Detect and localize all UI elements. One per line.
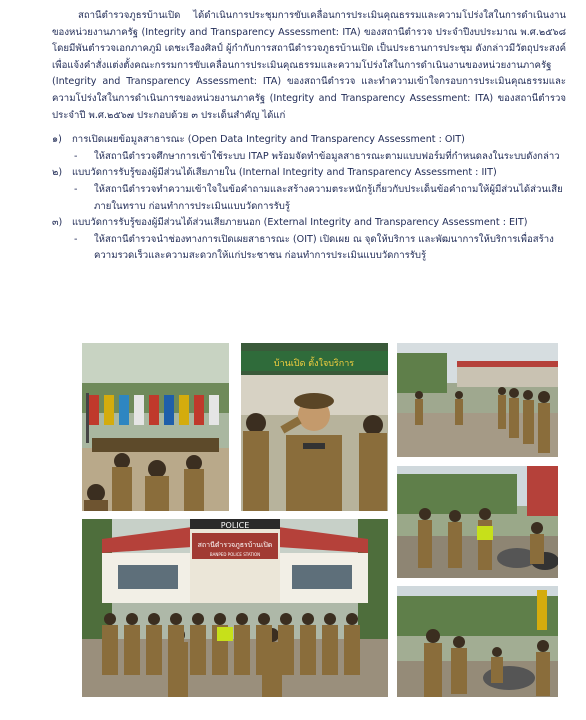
intro-paragraph: สถานีตำรวจภูธรบ้านเปิด ได้ดำเนินการประชุมการขับเคลื่อนการประเมินคุณธรรมและความโปร่งใสในการดำเนินงานของหน่วยงานภาครัฐ (Integrity and Transparency Assessment: ITA) ของสถานีตำรวจ ประจำปีงบประมาณ พ.ศ.๒๕๖๘ โดยมีพันตำรวจเอกภาคภูมิ เดชะเรืองศิลป์ ผู้กำกับการสถานีตำรวจภูธรบ้านเปิด เป็นประธานการประชุม ดังกล่าวมีวัตถุประสงค์ เพื่อแจ้งคำสั่งแต่งตั้งคณะกรรมการขับเคลื่อนการประเมินคุณธรรมและความโปร่งใสในการดำเนินงานของหน่วยงานภาครัฐ (Integrity and Transparency Assessment: ITA) ของสถานีตำรวจ และทำความเข้าใจกรอบการประเมินคุณธรรมและความโปร่งใสในการดำเนินการของหน่วยงานภาครัฐ (Integrity and Transparency Assessment: ITA) ของสถานีตำรวจ ประจำปี พ.ศ.๒๕๖๗ ประกอบด้วย ๓ ประเด็นสำคัญ ได้แก่ bbox=[52, 10, 566, 121]
item-title: แบบวัดการรับรู้ของผู้มีส่วนได้ส่วนเสียภายนอก (External Integrity and Transparency Assessment : EIT) bbox=[72, 217, 528, 229]
dash-bullet: - bbox=[74, 233, 78, 245]
photo-officer-saluting bbox=[241, 343, 388, 511]
item-detail: ให้สถานีตำรวจศึกษาการเข้าใช้ระบบ ITAP พร้อมจัดทำข้อมูลสาธารณะตามแบบฟอร์มที่กำหนดลงในระบบดังกล่าว bbox=[94, 150, 560, 162]
item-number: ๑) bbox=[52, 134, 62, 146]
dash-bullet: - bbox=[74, 183, 78, 195]
photo-station-group bbox=[82, 519, 388, 697]
station-name-en: BANPED POLICE STATION bbox=[209, 552, 261, 557]
item-title: แบบวัดการรับรู้ของผู้มีส่วนได้เสียภายใน (Internal Integrity and Transparency Assessment : IIT) bbox=[72, 167, 497, 179]
item-number: ๓) bbox=[52, 217, 63, 229]
banner-text: บ้านเปิด ตั้งใจบริการ bbox=[273, 359, 355, 369]
photo-patrol-motorbikes bbox=[397, 466, 558, 578]
item-detail: ให้สถานีตำรวจทำความเข้าใจในข้อคำถามและสร้างความตระหนักรู้เกี่ยวกับประเด็นข้อคำถามให้ผู้มีส่วนได้ส่วนเสียภายในทราบ ก่อนทำการประเมินแบบวัดการรับรู้ bbox=[94, 183, 563, 212]
photo-meeting-flags bbox=[82, 343, 229, 511]
station-name-sign: สถานีตำรวจภูธรบ้านเปิด bbox=[197, 541, 273, 549]
item-number: ๒) bbox=[52, 167, 63, 179]
photo-officers-lineup bbox=[397, 343, 558, 457]
item-detail: ให้สถานีตำรวจนำช่องทางการเปิดเผยสาธารณะ (OIT) เปิดเผย ณ จุดให้บริการ และพัฒนาการให้บริการเพื่อสร้างความรวดเร็วและความสะดวกให้แก่ประชาชน ก่อนทำการประเมินแบบวัดการรับรู้ bbox=[94, 233, 554, 262]
item-title: การเปิดเผยข้อมูลสาธารณะ (Open Data Integrity and Transparency Assessment : OIT) bbox=[72, 134, 465, 146]
photo-officers-outdoor bbox=[397, 586, 558, 697]
police-sign: POLICE bbox=[220, 521, 250, 530]
dash-bullet: - bbox=[74, 150, 78, 162]
